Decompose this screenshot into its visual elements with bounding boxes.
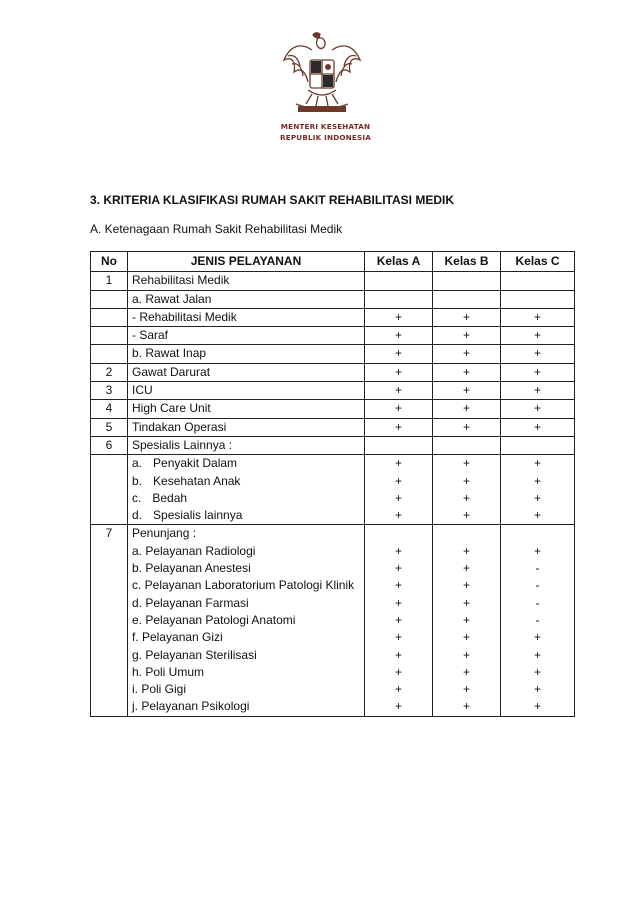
kelas-c-values: + + + + xyxy=(501,455,575,525)
section-title: 3. KRITERIA KLASIFIKASI RUMAH SAKIT REHABILITASI MEDIK xyxy=(90,193,455,207)
header-kelas-a: Kelas A xyxy=(365,252,433,272)
header-kelas-b: Kelas B xyxy=(433,252,501,272)
kelas-c-value: + xyxy=(501,363,575,381)
classification-table xyxy=(90,251,575,717)
kelas-a-value: + xyxy=(365,308,433,326)
service-label: Gawat Darurat xyxy=(128,363,365,381)
table-row xyxy=(91,418,575,436)
table-row xyxy=(91,272,575,290)
table-row xyxy=(91,308,575,326)
row-number: 1 xyxy=(91,272,128,290)
kelas-a-values: + + + + + + + + + + xyxy=(365,525,433,716)
list-heading: Penunjang : xyxy=(132,526,197,541)
kelas-b-value: + xyxy=(433,327,501,345)
service-label: a. Rawat Jalan xyxy=(128,290,365,308)
row-number: 2 xyxy=(91,363,128,381)
list-item: c. Bedah xyxy=(132,490,188,505)
service-label: Rehabilitasi Medik xyxy=(128,272,365,290)
list-item: d. Pelayanan Farmasi xyxy=(132,595,249,610)
table-row xyxy=(91,525,575,716)
service-label: b. Rawat Inap xyxy=(128,345,365,363)
list-item: c. Pelayanan Laboratorium Patologi Klinik xyxy=(132,578,355,593)
table-row xyxy=(91,382,575,400)
table-row xyxy=(91,455,575,525)
table-row xyxy=(91,436,575,454)
list-item: d. Spesialis lainnya xyxy=(132,508,243,523)
ministry-letterhead xyxy=(268,121,383,143)
support-services-list xyxy=(128,525,365,716)
list-item: b. Pelayanan Anestesi xyxy=(132,561,251,576)
list-item: h. Poli Umum xyxy=(132,664,205,679)
table-row xyxy=(91,400,575,418)
kelas-c-value: + xyxy=(501,418,575,436)
kelas-c-value: + xyxy=(501,327,575,345)
kelas-b-value: + xyxy=(433,345,501,363)
kelas-b-values: + + + + + + + + + + xyxy=(433,525,501,716)
kelas-c-values: + - - - - + + + + + xyxy=(501,525,575,716)
table-header-row xyxy=(91,252,575,272)
kelas-c-value: + xyxy=(501,345,575,363)
ministry-name: MENTERI KESEHATAN xyxy=(280,122,371,131)
kelas-c-value: + xyxy=(501,400,575,418)
kelas-a-value: + xyxy=(365,418,433,436)
kelas-a-value: + xyxy=(365,363,433,381)
list-item: j. Pelayanan Psikologi xyxy=(132,699,250,714)
list-item: i. Poli Gigi xyxy=(132,682,187,697)
garuda-emblem-icon xyxy=(282,30,362,114)
kelas-c-value: + xyxy=(501,308,575,326)
list-item: b. Kesehatan Anak xyxy=(132,473,241,488)
kelas-b-values: + + + + xyxy=(433,455,501,525)
list-item: f. Pelayanan Gizi xyxy=(132,630,223,645)
kelas-a-value: + xyxy=(365,400,433,418)
table-row xyxy=(91,327,575,345)
kelas-b-value: + xyxy=(433,400,501,418)
header-jenis-pelayanan: JENIS PELAYANAN xyxy=(128,252,365,272)
table-row xyxy=(91,290,575,308)
kelas-a-value: + xyxy=(365,345,433,363)
kelas-b-value: + xyxy=(433,308,501,326)
list-item: e. Pelayanan Patologi Anatomi xyxy=(132,612,296,627)
service-label: ICU xyxy=(128,382,365,400)
kelas-b-value: + xyxy=(433,418,501,436)
service-label: - Saraf xyxy=(128,327,365,345)
row-number: 7 xyxy=(91,525,128,716)
section-subtitle: A. Ketenagaan Rumah Sakit Rehabilitasi Medik xyxy=(90,222,343,236)
service-label: High Care Unit xyxy=(128,400,365,418)
kelas-a-value: + xyxy=(365,382,433,400)
row-number: 3 xyxy=(91,382,128,400)
row-number: 5 xyxy=(91,418,128,436)
country-name: REPUBLIK INDONESIA xyxy=(279,133,372,142)
service-label: Spesialis Lainnya : xyxy=(128,436,365,454)
service-label: Tindakan Operasi xyxy=(128,418,365,436)
list-item: a. Penyakit Dalam xyxy=(132,456,238,471)
list-item: g. Pelayanan Sterilisasi xyxy=(132,647,257,662)
specialist-list xyxy=(128,455,365,525)
list-item: a. Pelayanan Radiologi xyxy=(132,543,256,558)
kelas-c-value: + xyxy=(501,382,575,400)
row-number: 4 xyxy=(91,400,128,418)
table-row xyxy=(91,345,575,363)
kelas-b-value: + xyxy=(433,363,501,381)
table-row xyxy=(91,363,575,381)
header-no: No xyxy=(91,252,128,272)
row-number: 6 xyxy=(91,436,128,454)
service-label: - Rehabilitasi Medik xyxy=(128,308,365,326)
kelas-a-value: + xyxy=(365,327,433,345)
kelas-a-values: + + + + xyxy=(365,455,433,525)
kelas-b-value: + xyxy=(433,382,501,400)
header-kelas-c: Kelas C xyxy=(501,252,575,272)
